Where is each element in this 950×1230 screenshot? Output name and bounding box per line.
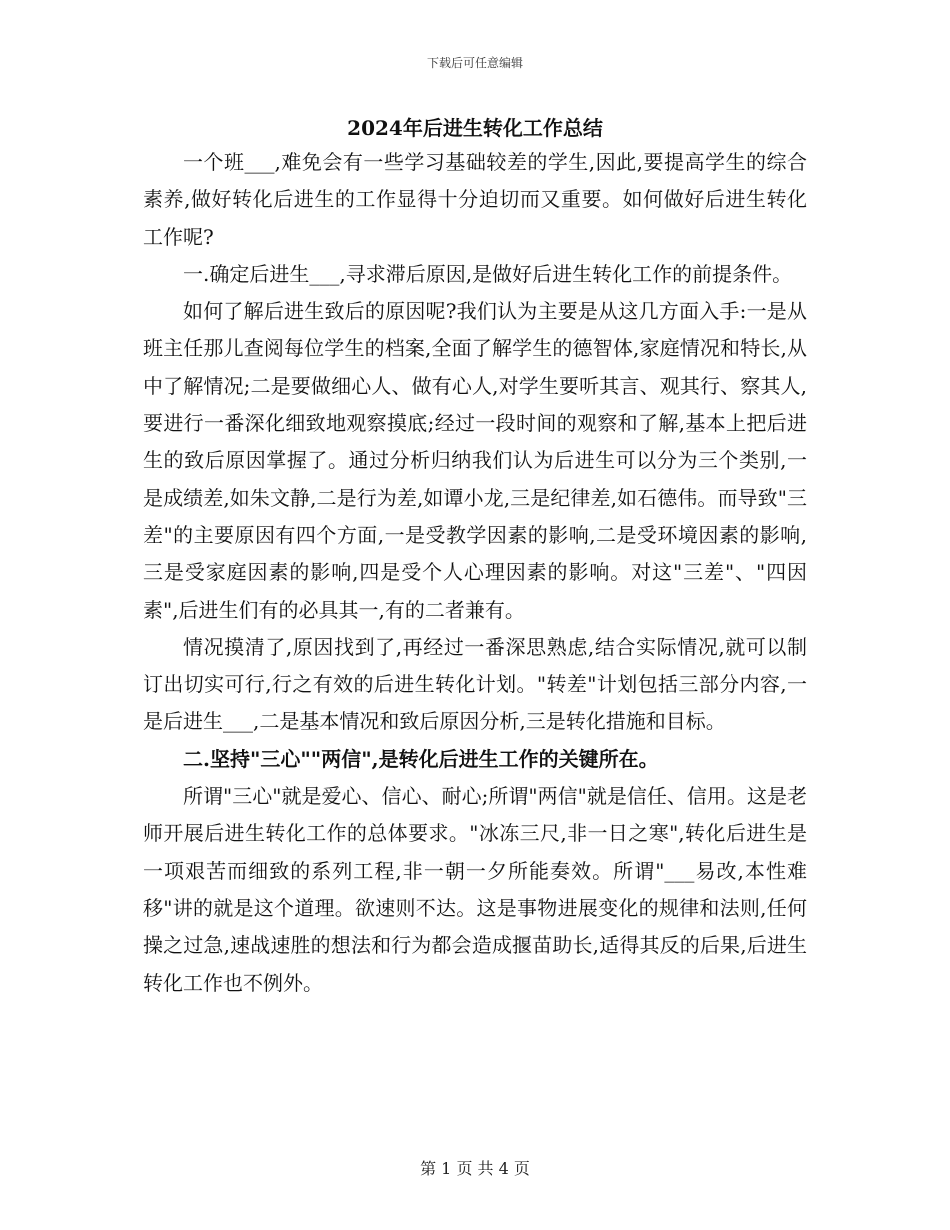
paragraph-causes-analysis: 如何了解后进生致后的原因呢?我们认为主要是从这几方面入手:一是从班主任那儿查阅每位学生的档案,全面了解学生的德智体,家庭情况和特长,从中了解情况;二是要做细心人、做有心人,对学生要听其言、观其行、察其人,要进行一番深化细致地观察摸底;经过一段时间的观察和了解,基本上把后进生的致后原因掌握了。通过分析归纳我们认为后进生可以分为三个类别,一是成绩差,如朱文静,二是行为差,如谭小龙,三是纪律差,如石德伟。而导致"三差"的主要原因有四个方面,一是受教学因素的影响,二是受环境因素的影响,三是受家庭因素的影响,四是受个人心理因素的影响。对这"三差"、"四因素",后进生们有的必具其一,有的二者兼有。 bbox=[143, 299, 807, 622]
paragraph-section-one-heading: 一.确定后进生___,寻求滞后原因,是做好后进生转化工作的前提条件。 bbox=[183, 261, 793, 286]
paragraph-three-hearts-two-trusts: 所谓"三心"就是爱心、信心、耐心;所谓"两信"就是信任、信用。这是老师开展后进生转化工作的总体要求。"冰冻三尺,非一日之寒",转化后进生是一项艰苦而细致的系列工程,非一朝一夕所能奏效。所谓"___易改,本性难移"讲的就是这个道理。欲速则不达。这是事物进展变化的规律和法则,任何操之过急,速战速胜的想法和行为都会造成揠苗助长,适得其反的后果,后进生转化工作也不例外。 bbox=[143, 784, 807, 995]
document-body bbox=[143, 112, 807, 1002]
section-two-heading: 二.坚持"三心""两信",是转化后进生工作的关键所在。 bbox=[183, 746, 659, 771]
page-header-note: 下载后可任意编辑 bbox=[426, 56, 523, 70]
paragraph-intro: 一个班___,难免会有一些学习基础较差的学生,因此,要提高学生的综合素养,做好转化后进生的工作显得十分迫切而又重要。如何做好后进生转化工作呢? bbox=[143, 150, 807, 249]
document-title: 2024年后进生转化工作总结 bbox=[347, 116, 603, 140]
page-footer-pagination: 第 1 页 共 4 页 bbox=[420, 1159, 530, 1178]
paragraph-conversion-plan: 情况摸清了,原因找到了,再经过一番深思熟虑,结合实际情况,就可以制订出切实可行,行之有效的后进生转化计划。"转差"计划包括三部分内容,一是后进生___,二是基本情况和致后原因分析,三是转化措施和目标。 bbox=[143, 634, 807, 734]
